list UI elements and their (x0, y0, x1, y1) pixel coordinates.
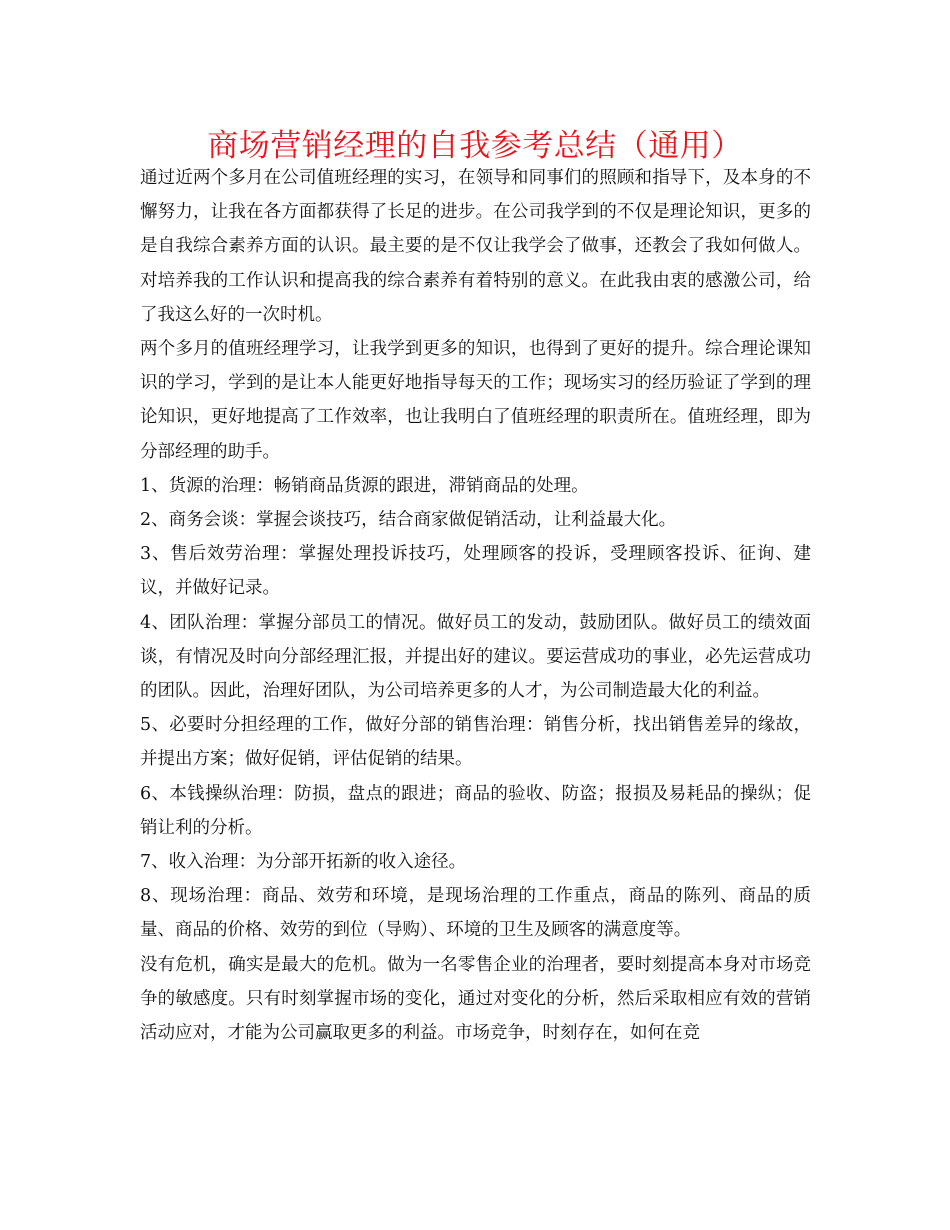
list-item: 7、收入治理：为分部开拓新的收入途径。 (140, 852, 467, 873)
list-item: 4、团队治理：掌握分部员工的情况。做好员工的发动，鼓励团队。做好员工的绩效面谈，有情况及时向分部经理汇报，并提出好的建议。要运营成功的事业，必先运营成功的团队。因此，治理好团队，为公司培养更多的人才，为公司制造最大化的利益。 (140, 612, 811, 702)
list-item: 6、本钱操纵治理：防损，盘点的跟进；商品的验收、防盗；报损及易耗品的操纵；促销让利的分析。 (140, 783, 811, 838)
document-title: 商场营销经理的自我参考总结（通用） (207, 128, 743, 164)
list-item: 5、必要时分担经理的工作，做好分部的销售治理：销售分析，找出销售差异的缘故，并提出方案；做好促销，评估促销的结果。 (140, 715, 811, 770)
paragraph: 两个多月的值班经理学习，让我学到更多的知识，也得到了更好的提升。综合理论课知识的学习，学到的是让本人能更好地指导每天的工作；现场实习的经历验证了学到的理论知识，更好地提高了工作效率，也让我明白了值班经理的职责所在。值班经理，即为分部经理的助手。 (140, 339, 811, 462)
list-item: 8、现场治理：商品、效劳和环境，是现场治理的工作重点，商品的陈列、商品的质量、商品的价格、效劳的到位（导购）、环境的卫生及顾客的满意度等。 (140, 886, 811, 941)
list-item: 1、货源的治理：畅销商品货源的跟进，滞销商品的处理。 (140, 475, 589, 496)
paragraph: 没有危机，确实是最大的危机。做为一名零售企业的治理者，要时刻提高本身对市场竞争的敏感度。只有时刻掌握市场的变化，通过对变化的分析，然后采取相应有效的营销活动应对，才能为公司赢取更多的利益。市场竞争，时刻存在，如何在竞 (140, 954, 811, 1044)
document-body (140, 161, 811, 1050)
list-item: 2、商务会谈：掌握会谈技巧，结合商家做促销活动，让利益最大化。 (140, 510, 677, 531)
paragraph: 通过近两个多月在公司值班经理的实习，在领导和同事们的照顾和指导下，及本身的不懈努力，让我在各方面都获得了长足的进步。在公司我学到的不仅是理论知识，更多的是自我综合素养方面的认识。最主要的是不仅让我学会了做事，还教会了我如何做人。对培养我的工作认识和提高我的综合素养有着特别的意义。在此我由衷的感激公司，给了我这么好的一次时机。 (140, 168, 811, 325)
list-item: 3、售后效劳治理：掌握处理投诉技巧，处理顾客的投诉，受理顾客投诉、征询、建议，并做好记录。 (140, 544, 811, 599)
